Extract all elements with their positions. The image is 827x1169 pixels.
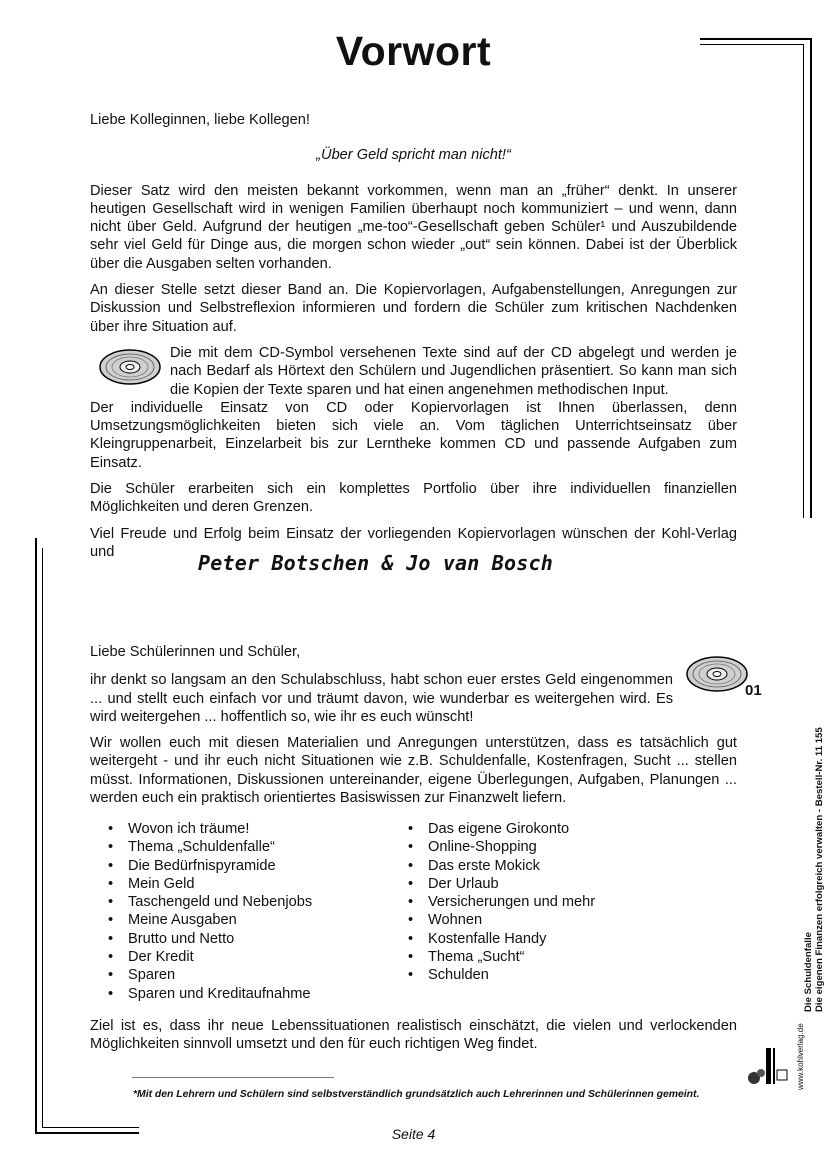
page-title: Vorwort: [335, 28, 492, 74]
teachers-paragraph-cd: Die mit dem CD-Symbol versehenen Texte sind auf der CD abgelegt und werden je nach Bedarf als Hörtext den Schülern und Jugendlichen präsentiert. So kann man sich die Kopien der Texte sparen und hat einen angenehmen methodischen Input.: [170, 344, 737, 398]
teachers-greeting: Liebe Kolleginnen, liebe Kollegen!: [90, 112, 310, 128]
topic-item: • Thema „Schuldenfalle“: [108, 838, 312, 856]
footnote-divider: [132, 1077, 334, 1078]
cd-icon: [98, 348, 162, 386]
sidebar-line-2: Die eigenen Finanzen erfolgreich verwalten - Bestell-Nr. 11 155: [814, 727, 825, 1012]
cd-track-number: 01: [745, 682, 762, 699]
topic-item: • Das eigene Girokonto: [408, 820, 595, 838]
frame-left-vertical-inner: [42, 548, 43, 1128]
topic-item: • Der Kredit: [108, 948, 312, 966]
frame-right-vertical: [810, 38, 812, 518]
teachers-paragraph-4: Die Schüler erarbeiten sich ein komplettes Portfolio über ihre individuellen finanziellen Möglichkeiten und deren Grenzen.: [90, 481, 737, 516]
topic-item: • Online-Shopping: [408, 838, 595, 856]
students-section: [90, 643, 737, 815]
students-paragraph-1: ihr denkt so langsam an den Schulabschluss, habt schon euer erstes Geld eingenommen ... und stellt euch einfach vor und träumt davon, wie wunderbar es weitergehen wird. Es wird weitergehen ... hoffentlich so, wie ihr es euch wünscht!: [90, 672, 673, 725]
students-greeting: Liebe Schülerinnen und Schüler,: [90, 644, 301, 660]
publisher-logo-icon: [744, 1040, 794, 1088]
page-number: Seite 4: [391, 1126, 436, 1142]
topic-item: • Meine Ausgaben: [108, 911, 312, 929]
closing-section: [90, 1017, 737, 1062]
topic-item: • Das erste Mokick: [408, 857, 595, 875]
topic-item: • Mein Geld: [108, 875, 312, 893]
topic-item: • Versicherungen und mehr: [408, 893, 595, 911]
topics-left-column: [108, 820, 312, 1003]
topic-item: • Thema „Sucht“: [408, 948, 595, 966]
topic-item: • Taschengeld und Nebenjobs: [108, 893, 312, 911]
topic-item: • Die Bedürfnispyramide: [108, 857, 312, 875]
topic-item: • Wovon ich träume!: [108, 820, 312, 838]
topic-item: • Sparen und Kreditaufnahme: [108, 985, 312, 1003]
topic-item: • Schulden: [408, 966, 595, 984]
author-signature: Peter Botschen & Jo van Bosch: [198, 551, 553, 575]
quote: „Über Geld spricht man nicht!“: [316, 147, 511, 164]
teachers-paragraph-5: Viel Freude und Erfolg beim Einsatz der vorliegenden Kopiervorlagen wünschen der Kohl-Verlag und: [90, 525, 737, 560]
teachers-paragraph-3: Der individuelle Einsatz von CD oder Kopiervorlagen ist Ihnen überlassen, denn Umsetzungsmöglichkeiten bieten sich viele an. Vom täglichen Unterrichtseinsatz über Kleingruppenarbeit, Einzelarbeit bis zur Lerntheke kommen CD und passende Aufgaben zum Einsatz.: [90, 399, 737, 471]
frame-left-vertical: [35, 538, 37, 1134]
sidebar-line-3: www.kohlverlag.de: [796, 1023, 805, 1090]
topics-right-column: [408, 820, 595, 985]
topic-item: • Wohnen: [408, 911, 595, 929]
teachers-section: [90, 111, 737, 569]
footnote: *Mit den Lehrern und Schülern sind selbstverständlich grundsätzlich auch Lehrerinnen und Schülerinnen gemeint.: [133, 1089, 700, 1100]
topic-item: • Der Urlaub: [408, 875, 595, 893]
cd-icon-track: [685, 655, 749, 693]
frame-right-vertical-inner: [803, 44, 804, 518]
sidebar-book-info: [803, 727, 825, 1012]
topic-item: • Kostenfalle Handy: [408, 930, 595, 948]
students-closing: Ziel ist es, dass ihr neue Lebenssituationen realistisch einschätzt, die vielen und verlockenden Möglichkeiten sinnvoll umsetzt und den für euch richtigen Weg findet.: [90, 1018, 737, 1053]
teachers-paragraph-2: An dieser Stelle setzt dieser Band an. Die Kopiervorlagen, Aufgabenstellungen, Anregungen zur Diskussion und Selbstreflexion informieren und fordern die Schüler zum kritischen Nachdenken über ihre Situation auf.: [90, 282, 737, 335]
sidebar-line-1: Die Schuldenfalle: [803, 932, 814, 1012]
sidebar-website: [795, 1023, 806, 1090]
topic-item: • Brutto und Netto: [108, 930, 312, 948]
topic-item: • Sparen: [108, 966, 312, 984]
students-paragraph-2: Wir wollen euch mit diesen Materialien und Anregungen unterstützen, dass es tatsächlich gut weitergeht - und ihr euch nicht Situationen wie z.B. Schuldenfalle, Kostenfragen, Sucht ... stellen müsst. Informationen, Diskussionen untereinander, eigene Überlegungen, Aufgaben, Planungen ... werden euch ein praktisch orientiertes Basiswissen zur Finanzwelt liefern.: [90, 735, 737, 807]
teachers-paragraph-1: Dieser Satz wird den meisten bekannt vorkommen, wenn man an „früher“ denkt. In unserer heutigen Gesellschaft wird in wenigen Familien überhaupt noch kommuniziert – und wenn, dann nicht über Geld. Aufgrund der heutigen „me-too“-Gesellschaft geben Schüler¹ und Auszubildende sehr viel Geld für Dinge aus, die morgen schon wieder „out“ sein können. Dabei ist der Überblick über die Ausgaben selten vorhanden.: [90, 182, 737, 272]
